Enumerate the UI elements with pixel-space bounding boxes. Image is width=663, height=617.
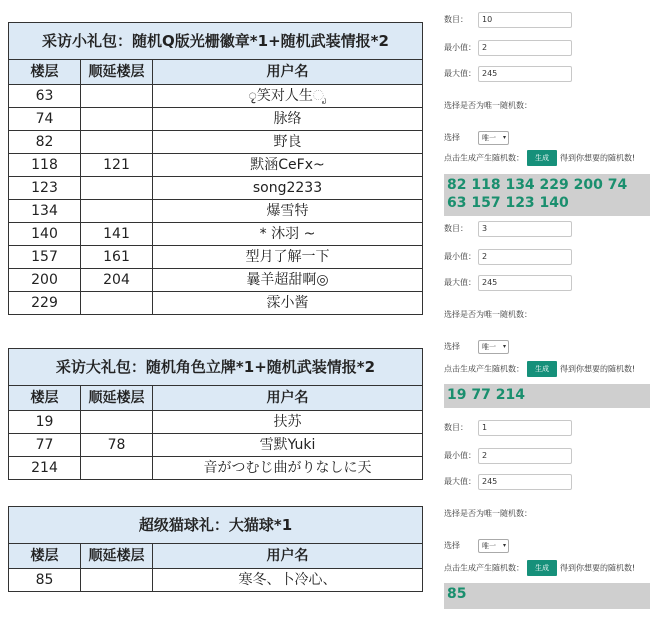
generate-button[interactable]: 生成: [527, 150, 557, 166]
column-header-extended-floor: 顺延楼层: [81, 544, 153, 569]
min-input[interactable]: 2: [478, 40, 572, 56]
table-title: 采访小礼包：随机Q版光栅徽章*1+随机武装情报*2: [9, 23, 423, 60]
username-cell: 音がつむじ曲がりなしに天: [153, 457, 423, 480]
chevron-down-icon: ▾: [502, 343, 506, 350]
unique-select-value: 唯一: [482, 134, 496, 142]
username-cell: ृ笑对人生ೃ: [153, 85, 423, 108]
chevron-down-icon: ▾: [502, 134, 506, 141]
unique-select[interactable]: [478, 539, 509, 553]
count-label: 数目：: [444, 15, 468, 24]
username-cell: 型月了解一下: [153, 246, 423, 269]
username-cell: 脉络: [153, 108, 423, 131]
max-label: 最大值：: [444, 278, 476, 287]
select-label: 选择: [444, 342, 460, 351]
min-input[interactable]: 2: [478, 249, 572, 265]
username-cell: 爆雪特: [153, 200, 423, 223]
username-cell: 扶苏: [153, 411, 423, 434]
count-label: 数目：: [444, 224, 468, 233]
max-input[interactable]: 245: [478, 275, 572, 291]
max-label: 最大值：: [444, 69, 476, 78]
prize-table-small-pack: [8, 22, 423, 315]
random-generator-2: [444, 221, 658, 411]
floor-cell: 19: [9, 411, 81, 434]
floor-cell: 123: [9, 177, 81, 200]
unique-select-value: 唯一: [482, 343, 496, 351]
username-cell: 雪默Yuki: [153, 434, 423, 457]
floor-cell: 118: [9, 154, 81, 177]
prize-table-large-pack: [8, 348, 423, 480]
username-cell: 曩羊超甜啊◎: [153, 269, 423, 292]
floor-cell: 157: [9, 246, 81, 269]
select-label: 选择: [444, 541, 460, 550]
username-cell: 霂小酱: [153, 292, 423, 315]
min-label: 最小值：: [444, 451, 476, 460]
table-row: [9, 246, 423, 269]
table-row: [9, 269, 423, 292]
extended-floor-cell: 161: [81, 246, 153, 269]
generate-prompt: 点击生成产生随机数：: [444, 364, 524, 374]
max-input[interactable]: 245: [478, 66, 572, 82]
result-output: 85: [444, 583, 650, 609]
extended-floor-cell: [81, 292, 153, 315]
extended-floor-cell: 121: [81, 154, 153, 177]
column-header-floor: 楼层: [9, 386, 81, 411]
table-row: [9, 154, 423, 177]
table-row: [9, 457, 423, 480]
table-row: [9, 85, 423, 108]
result-output: 19 77 214: [444, 384, 650, 408]
select-label: 选择: [444, 133, 460, 142]
column-header-floor: 楼层: [9, 60, 81, 85]
unique-question: 选择是否为唯一随机数：: [444, 310, 532, 319]
username-cell: 寒冬、卜冷心、: [153, 569, 423, 592]
column-header-floor: 楼层: [9, 544, 81, 569]
extended-floor-cell: [81, 177, 153, 200]
generate-hint: 得到你想要的随机数!: [560, 153, 636, 163]
column-header-username: 用户名: [153, 60, 423, 85]
column-header-extended-floor: 顺延楼层: [81, 60, 153, 85]
table-title: 采访大礼包：随机角色立牌*1+随机武装情报*2: [9, 349, 423, 386]
floor-cell: 214: [9, 457, 81, 480]
prize-table-cat-ball: [8, 506, 423, 592]
count-label: 数目：: [444, 423, 468, 432]
table-row: [9, 223, 423, 246]
extended-floor-cell: [81, 569, 153, 592]
extended-floor-cell: 141: [81, 223, 153, 246]
table-row: [9, 200, 423, 223]
table-row: [9, 569, 423, 592]
count-input[interactable]: 3: [478, 221, 572, 237]
floor-cell: 77: [9, 434, 81, 457]
extended-floor-cell: [81, 411, 153, 434]
min-input[interactable]: 2: [478, 448, 572, 464]
column-header-username: 用户名: [153, 386, 423, 411]
chevron-down-icon: ▾: [502, 542, 506, 549]
table-row: [9, 131, 423, 154]
count-input[interactable]: 10: [478, 12, 572, 28]
count-input[interactable]: 1: [478, 420, 572, 436]
floor-cell: 85: [9, 569, 81, 592]
unique-select[interactable]: [478, 340, 509, 354]
max-label: 最大值：: [444, 477, 476, 486]
generate-button[interactable]: 生成: [527, 361, 557, 377]
floor-cell: 229: [9, 292, 81, 315]
generate-hint: 得到你想要的随机数!: [560, 364, 636, 374]
table-row: [9, 292, 423, 315]
floor-cell: 63: [9, 85, 81, 108]
extended-floor-cell: [81, 457, 153, 480]
min-label: 最小值：: [444, 252, 476, 261]
floor-cell: 140: [9, 223, 81, 246]
extended-floor-cell: 204: [81, 269, 153, 292]
generate-prompt: 点击生成产生随机数：: [444, 563, 524, 573]
extended-floor-cell: [81, 131, 153, 154]
extended-floor-cell: [81, 85, 153, 108]
floor-cell: 200: [9, 269, 81, 292]
extended-floor-cell: [81, 108, 153, 131]
generate-button[interactable]: 生成: [527, 560, 557, 576]
username-cell: * 沐羽 ~: [153, 223, 423, 246]
random-generator-1: [444, 12, 658, 217]
unique-select[interactable]: [478, 131, 509, 145]
table-row: [9, 411, 423, 434]
min-label: 最小值：: [444, 43, 476, 52]
table-row: [9, 434, 423, 457]
table-title: 超级猫球礼：大猫球*1: [9, 507, 423, 544]
table-row: [9, 108, 423, 131]
column-header-username: 用户名: [153, 544, 423, 569]
username-cell: song2233: [153, 177, 423, 200]
extended-floor-cell: 78: [81, 434, 153, 457]
table-row: [9, 177, 423, 200]
unique-question: 选择是否为唯一随机数：: [444, 509, 532, 518]
unique-select-value: 唯一: [482, 542, 496, 550]
column-header-extended-floor: 顺延楼层: [81, 386, 153, 411]
generate-hint: 得到你想要的随机数!: [560, 563, 636, 573]
username-cell: 默涵CeFx~: [153, 154, 423, 177]
floor-cell: 82: [9, 131, 81, 154]
username-cell: 野良: [153, 131, 423, 154]
floor-cell: 74: [9, 108, 81, 131]
unique-question: 选择是否为唯一随机数：: [444, 101, 532, 110]
result-output: 82 118 134 229 200 74 63 157 123 140: [444, 174, 650, 216]
generate-prompt: 点击生成产生随机数：: [444, 153, 524, 163]
floor-cell: 134: [9, 200, 81, 223]
random-generator-3: [444, 420, 658, 612]
extended-floor-cell: [81, 200, 153, 223]
max-input[interactable]: 245: [478, 474, 572, 490]
